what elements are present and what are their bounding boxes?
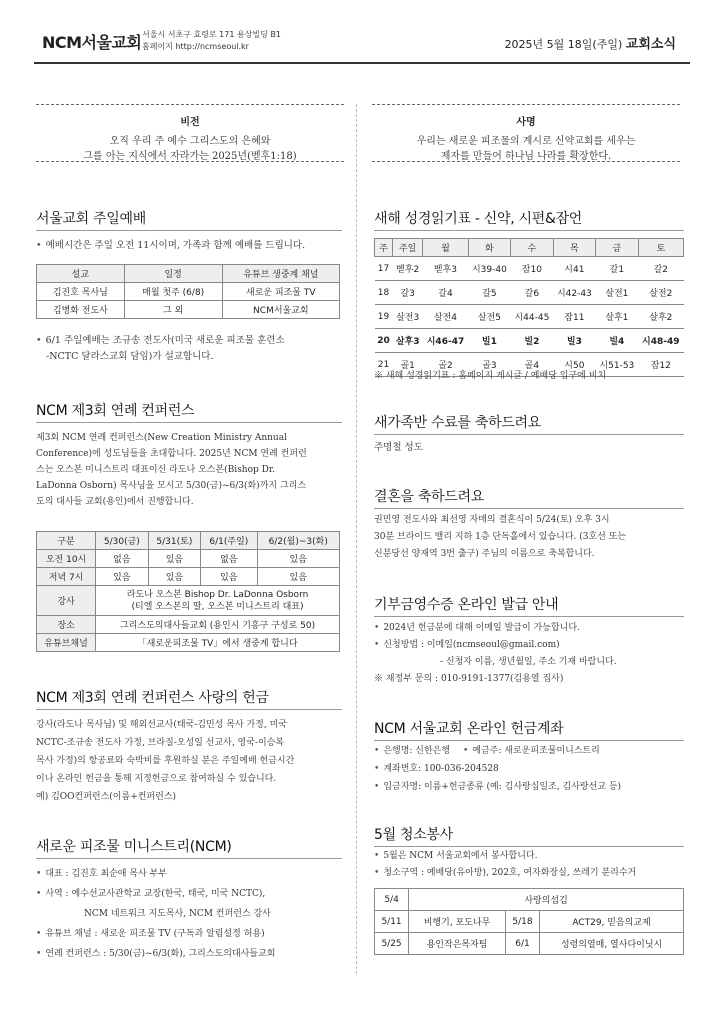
table-cell: NCM서울교회: [222, 301, 339, 319]
table-cell: 김병화 전도사: [37, 301, 125, 319]
table-cell: 시44-45: [511, 305, 553, 329]
account-holder: • 예금주: 새로운피조물미니스트리: [463, 746, 600, 756]
church-homepage: 홈페이지 http://ncmseoul.kr: [142, 42, 249, 51]
mission-box: [372, 104, 680, 162]
table-cell: 시46-47: [423, 329, 468, 353]
table-row: [37, 301, 340, 319]
paragraph-line: 예) 김OO컨퍼런스(이름+컨퍼런스): [36, 792, 177, 802]
table-header: 주: [375, 239, 393, 257]
note-line: -NCTC 달라스교회 담임)가 설교합니다.: [46, 351, 214, 362]
table-cell: 오전 10시: [37, 550, 96, 568]
list-item: • 청소구역 : 예배당(유아방), 202호, 여자화장실, 쓰레기 분리수거: [374, 865, 688, 882]
table-header-row: [375, 239, 684, 257]
table-header-row: [375, 889, 684, 911]
speaker-line: 라도나 오스본 Bishop Dr. LaDonna Osborn: [126, 589, 309, 600]
table-cell: 벧후3: [423, 257, 468, 281]
table-header-row: [37, 532, 340, 550]
section-rule: [36, 230, 342, 231]
table-header: 수: [511, 239, 553, 257]
vision-line: 그를 아는 지식에서 자라가는 2025년(벧후1:18): [83, 151, 297, 162]
table-header: 화: [468, 239, 510, 257]
table-row: [37, 586, 340, 616]
table-cell: ACT29, 믿음의교제: [540, 911, 684, 933]
table-header: 구분: [37, 532, 96, 550]
table-header: 유튜브 생중계 채널: [222, 265, 339, 283]
paragraph-line: 이나 온라인 헌금을 통해 지정헌금으로 참여하실 수 있습니다.: [36, 774, 277, 784]
bible-reading-table: [374, 238, 684, 377]
table-row: [37, 550, 340, 568]
paragraph-line: LaDonna Osborn) 목사님을 모시고 5/30(금)~6/3(화)까지 그리스: [36, 481, 307, 491]
account-number: • 계좌번호: 100-036-204528: [374, 760, 686, 778]
table-cell: 잠11: [553, 305, 595, 329]
conference-table: [36, 531, 340, 652]
offering-title: NCM 제3회 연례 컨퍼런스 사랑의 헌금: [36, 690, 269, 706]
table-cell: 있음: [96, 568, 149, 586]
table-cell: 없음: [201, 550, 257, 568]
mission-title: 사명: [516, 117, 536, 128]
table-cell: 빌2: [511, 329, 553, 353]
paragraph-line: 강사(라도나 목사님) 및 해외선교사(태국-김민성 목사 가정, 미국: [36, 720, 287, 730]
column-divider: [356, 104, 357, 974]
table-header: 토: [638, 239, 683, 257]
table-cell: 시51-53: [596, 353, 638, 377]
table-cell: 5/11: [375, 911, 409, 933]
vision-box: [36, 104, 344, 162]
list-item-continued: - 신청자 이름, 생년월일, 주소 기재 바랍니다.: [440, 657, 617, 667]
table-cell: 살후2: [638, 305, 683, 329]
table-cell: 장소: [37, 616, 96, 634]
table-cell: 그리스도의대사들교회 (용인시 기흥구 구성로 50): [96, 616, 340, 634]
table-cell: 살전5: [468, 305, 510, 329]
paragraph-line: 신분당선 양재역 3번 출구) 주님의 이름으로 축복합니다.: [374, 549, 595, 559]
bulletin-header: [34, 24, 690, 64]
table-header: 6/1(주일): [201, 532, 257, 550]
table-cell: 빌1: [468, 329, 510, 353]
account-title: NCM 서울교회 온라인 헌금계좌: [374, 721, 564, 737]
church-name: NCM서울교회: [42, 33, 142, 52]
table-cell: 살후1: [596, 305, 638, 329]
new-family-body: 주명철 성도: [374, 442, 423, 453]
table-cell: 살전1: [596, 281, 638, 305]
section-rule: [374, 616, 684, 617]
table-cell: 용인작은목자팀: [409, 933, 506, 955]
paragraph-line: 스는 오스본 미니스트리 대표이신 라도나 오스본(Bishop Dr.: [36, 465, 276, 475]
section-rule: [374, 740, 684, 741]
table-cell: 20: [375, 329, 393, 353]
conference-description: [36, 430, 348, 510]
table-cell: 갈5: [468, 281, 510, 305]
table-cell: 시41: [553, 257, 595, 281]
table-cell: 비행기, 포도나무: [409, 911, 506, 933]
table-cell: 살후3: [393, 329, 423, 353]
list-item: • 사역 : 예수선교사관학교 교장(한국, 태국, 미국 NCTC),: [36, 884, 348, 904]
new-family-title: 새가족반 수료를 축하드려요: [374, 415, 541, 431]
table-cell: 잠12: [638, 353, 683, 377]
table-header: 금: [596, 239, 638, 257]
paragraph-line: NCTC-조규송 전도사 가정, 브라질-오성일 선교사, 영국-이승복: [36, 738, 285, 748]
table-cell: 벧후2: [393, 257, 423, 281]
table-cell: 골4: [511, 353, 553, 377]
table-cell: 5/18: [505, 911, 539, 933]
receipt-contact: ※ 재정부 문의 : 010-9191-1377(김용열 집사): [374, 674, 564, 684]
table-cell: 없음: [96, 550, 149, 568]
table-cell: 빌4: [596, 329, 638, 353]
table-header-row: [37, 265, 340, 283]
table-cell: 있음: [257, 568, 340, 586]
table-row: [375, 933, 684, 955]
cleaning-table: [374, 888, 684, 955]
table-cell: 갈2: [638, 257, 683, 281]
table-header: 월: [423, 239, 468, 257]
table-row: [375, 305, 684, 329]
section-rule: [374, 434, 684, 435]
table-cell: 강사: [37, 586, 96, 616]
table-cell: 있음: [148, 568, 201, 586]
speaker-cell: [96, 586, 340, 616]
table-cell: 성령의열매, 열사다이닛시: [540, 933, 684, 955]
table-cell: 19: [375, 305, 393, 329]
table-cell: 그 외: [124, 301, 222, 319]
table-cell: 살전4: [423, 305, 468, 329]
table-cell: 18: [375, 281, 393, 305]
section-rule: [36, 858, 342, 859]
table-cell: 골3: [468, 353, 510, 377]
receipt-info: [374, 620, 686, 688]
worship-title: 서울교회 주일예배: [36, 211, 146, 227]
table-header: 사랑의섬김: [409, 889, 684, 911]
bank-name: • 은행명: 신한은행: [374, 746, 450, 756]
table-cell: 「새로운피조물 TV」에서 생중계 합니다: [96, 634, 340, 652]
list-item-continued: NCM 네트워크 지도목사, NCM 컨퍼런스 강사: [84, 909, 271, 919]
table-cell: 유튜브채널: [37, 634, 96, 652]
section-rule: [374, 508, 684, 509]
table-cell: 골1: [393, 353, 423, 377]
list-item: • 연례 컨퍼런스 : 5/30(금)~6/3(화), 그리스도의대사들교회: [36, 944, 348, 964]
table-cell: 시48-49: [638, 329, 683, 353]
speaker-line: (티엘 오스본의 딸, 오스본 미니스트리 대표): [131, 601, 304, 612]
bible-reading-title: 새해 성경읽기표 - 신약, 시편&잠언: [374, 211, 583, 227]
cleaning-title: 5월 청소봉사: [374, 827, 453, 843]
table-cell: 새로운 피조물 TV: [222, 283, 339, 301]
depositor-format: • 입금자명: 이름+헌금종류 (예: 김사랑십일조, 김사랑선교 등): [374, 778, 686, 796]
paragraph-line: 30분 브라이드 밸리 지하 1층 단독홀에서 있습니다. (3호선 또는: [374, 532, 627, 542]
table-header: 5/31(토): [148, 532, 201, 550]
bible-reading-note: ※ 새해 성경읽기표 : 홈페이지 게시글 / 예배당 입구에 비치: [374, 371, 607, 381]
table-cell: 갈6: [511, 281, 553, 305]
table-cell: 있음: [148, 550, 201, 568]
offering-description: [36, 716, 348, 806]
paragraph-line: Conference)에 성도님들을 초대합니다. 2025년 NCM 연례 컨퍼런: [36, 449, 307, 459]
table-cell: 갈4: [423, 281, 468, 305]
list-item: • 유튜브 채널 : 새로운 피조물 TV (구독과 알림설정 허용): [36, 924, 348, 944]
list-item: • 5월은 NCM 서울교회에서 봉사합니다.: [374, 848, 688, 865]
table-cell: 골2: [423, 353, 468, 377]
table-cell: 살전3: [393, 305, 423, 329]
vision-line: 오직 우리 주 예수 그리스도의 은혜와: [109, 136, 271, 147]
table-cell: 21: [375, 353, 393, 377]
table-cell: 시42-43: [553, 281, 595, 305]
table-cell: 시50: [553, 353, 595, 377]
note-line: • 6/1 주일예배는 조규송 전도사(미국 새로운 피조물 훈련소: [36, 333, 346, 349]
wedding-body: [374, 512, 686, 563]
worship-note: • 예배시간은 주일 오전 11시이며, 가족과 함께 예배를 드립니다.: [36, 238, 346, 254]
section-rule: [374, 846, 684, 847]
vision-title: 비전: [180, 117, 200, 128]
bulletin-title: 교회소식: [625, 37, 676, 52]
ncm-title: 새로운 피조물 미니스트리(NCM): [36, 839, 232, 855]
paragraph-line: 도의 대사들 교회(용인)에서 진행합니다.: [36, 497, 194, 507]
table-header: 목: [553, 239, 595, 257]
wedding-title: 결혼을 축하드려요: [374, 489, 484, 505]
account-bank-row: [374, 742, 686, 760]
table-header: 설교: [37, 265, 125, 283]
paragraph-line: 제3회 NCM 연례 컨퍼런스(New Creation Ministry Annual: [36, 433, 287, 443]
table-cell: 있음: [257, 550, 340, 568]
table-cell: 17: [375, 257, 393, 281]
table-cell: 있음: [201, 568, 257, 586]
table-header: 5/4: [375, 889, 409, 911]
list-item: • 신청방법 : 이메일(ncmseoul@gmail.com): [374, 637, 686, 654]
table-row: [37, 568, 340, 586]
paragraph-line: 목사 가정)의 항공료와 숙박비를 후원하실 분은 주일예배 헌금시간: [36, 756, 295, 766]
vision-text: [36, 134, 344, 164]
section-rule: [374, 230, 684, 231]
paragraph-line: 권민영 전도사와 최선영 자매의 결혼식이 5/24(토) 오후 3시: [374, 515, 610, 525]
table-cell: 갈3: [393, 281, 423, 305]
table-row: [375, 911, 684, 933]
table-row: [37, 634, 340, 652]
table-cell: 6/1: [505, 933, 539, 955]
table-header: 5/30(금): [96, 532, 149, 550]
bulletin-date-title: [505, 33, 676, 52]
preacher-table: [36, 264, 340, 319]
ncm-info: [36, 864, 348, 964]
table-cell: 시39-40: [468, 257, 510, 281]
section-rule: [36, 422, 342, 423]
list-item: • 대표 : 김진호 최순애 목사 부부: [36, 864, 348, 884]
table-cell: 살전2: [638, 281, 683, 305]
list-item: • 2024년 헌금분에 대해 이메일 발급이 가능합니다.: [374, 620, 686, 637]
table-cell: 저녁 7시: [37, 568, 96, 586]
table-row: [375, 257, 684, 281]
table-header: 일정: [124, 265, 222, 283]
table-cell: 매월 첫주 (6/8): [124, 283, 222, 301]
church-address: 서울시 서초구 효령로 171 용상빌딩 B1: [142, 30, 282, 39]
account-info: [374, 742, 686, 796]
table-cell: 김진호 목사님: [37, 283, 125, 301]
conference-title: NCM 제3회 연례 컨퍼런스: [36, 403, 195, 419]
table-cell: 갈1: [596, 257, 638, 281]
table-header: 주일: [393, 239, 423, 257]
table-cell: 빌3: [553, 329, 595, 353]
section-rule: [36, 709, 342, 710]
table-row-current-week: [375, 329, 684, 353]
cleaning-info: [374, 848, 688, 882]
table-row: [37, 616, 340, 634]
mission-line: 제자를 만들어 하나님 나라를 확장한다.: [440, 151, 612, 162]
mission-line: 우리는 새로운 피조물의 계시로 신약교회를 세우는: [416, 136, 636, 147]
table-row: [375, 281, 684, 305]
receipt-title: 기부금영수증 온라인 발급 안내: [374, 597, 559, 613]
table-row: [37, 283, 340, 301]
bulletin-date: 2025년 5월 18일(주일): [504, 38, 623, 51]
mission-text: [372, 134, 680, 164]
worship-note-2: [36, 333, 346, 365]
church-address-block: [142, 29, 281, 53]
table-cell: 잠10: [511, 257, 553, 281]
table-cell: 5/25: [375, 933, 409, 955]
table-header: 6/2(월)~3(화): [257, 532, 340, 550]
